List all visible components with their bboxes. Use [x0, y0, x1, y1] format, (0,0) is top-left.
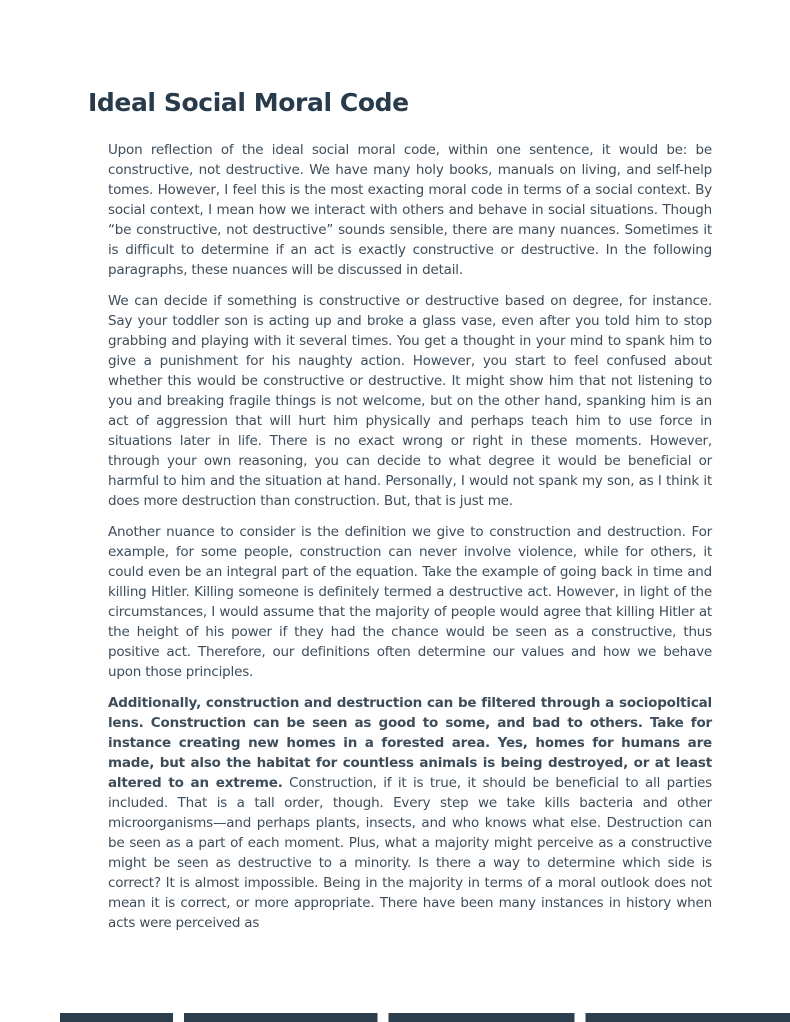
clipped-text-line [60, 1013, 790, 1022]
paragraph-definition: Another nuance to consider is the definition we give to construction and destruction. For example, for some people, construction can never involve violence, while for others, it could even be an integral part of the equation. Take the example of going back in time and killing Hitler. Killing someone is definitely termed a destructive act. However, in light of the circumstances, I would assume that the majority of people would agree that killing Hitler at the height of his power if they had the chance would be seen as a constructive, thus positive act. Therefore, our definitions often determine our values and how we behave upon those principles. [108, 524, 712, 680]
page-title: Ideal Social Moral Code [88, 88, 409, 117]
paragraph-degree: We can decide if something is constructive or destructive based on degree, for instance. Say your toddler son is acting up and broke a glass vase, even after you told him to stop grabbing and playing with it several times. You get a thought in your mind to spank him to give a punishment for his naughty action. However, you start to feel confused about whether this would be constructive or destructive. It might show him that not listening to you and breaking fragile things is not welcome, but on the other hand, spanking him is an act of aggression that will hurt him physically and perhaps teach him to use force in situations later in life. There is no exact wrong or right in these moments. However, through your own reasoning, you can decide to what degree it would be beneficial or harmful to him and the situation at hand. Personally, I would not spank my son, as I think it does more destruction than construction. But, that is just me. [108, 293, 712, 509]
paragraph-intro: Upon reflection of the ideal social moral code, within one sentence, it would be: be constructive, not destructive. We have many holy books, manuals on living, and self-help tomes. However, I feel this is the most exacting moral code in terms of a social context. By social context, I mean how we interact with others and behave in social situations. Though “be constructive, not destructive” sounds sensible, there are many nuances. Sometimes it is difficult to determine if an act is exactly constructive or destructive. In the following paragraphs, these nuances will be discussed in detail. [108, 142, 712, 278]
paragraph-sociopolitical [108, 693, 712, 933]
paragraph-regular-continuation: Construction, if it is true, it should be beneficial to all parties included. That is a tall order, though. Every step we take kills bacteria and other microorganisms—and perhaps plants, insects, and who knows what else. Destruction can be seen as a part of each moment. Plus, what a majority might perceive as a constructive might be seen as destructive to a minority. Is there a way to determine which side is correct? It is almost impossible. Being in the majority in terms of a moral outlook does not mean it is correct, or more appropriate. There have been many instances in history when acts were perceived as [108, 775, 712, 931]
paragraph-bold-lead: Additionally, construction and destruction can be filtered through a sociopoltical lens. Construction can be seen as good to some, and bad to others. Take for instance creating new homes in a forested area. Yes, homes for humans are made, but also the habitat for countless animals is being destroyed, or at least altered to an extreme. [108, 695, 712, 791]
document-body [108, 140, 712, 944]
